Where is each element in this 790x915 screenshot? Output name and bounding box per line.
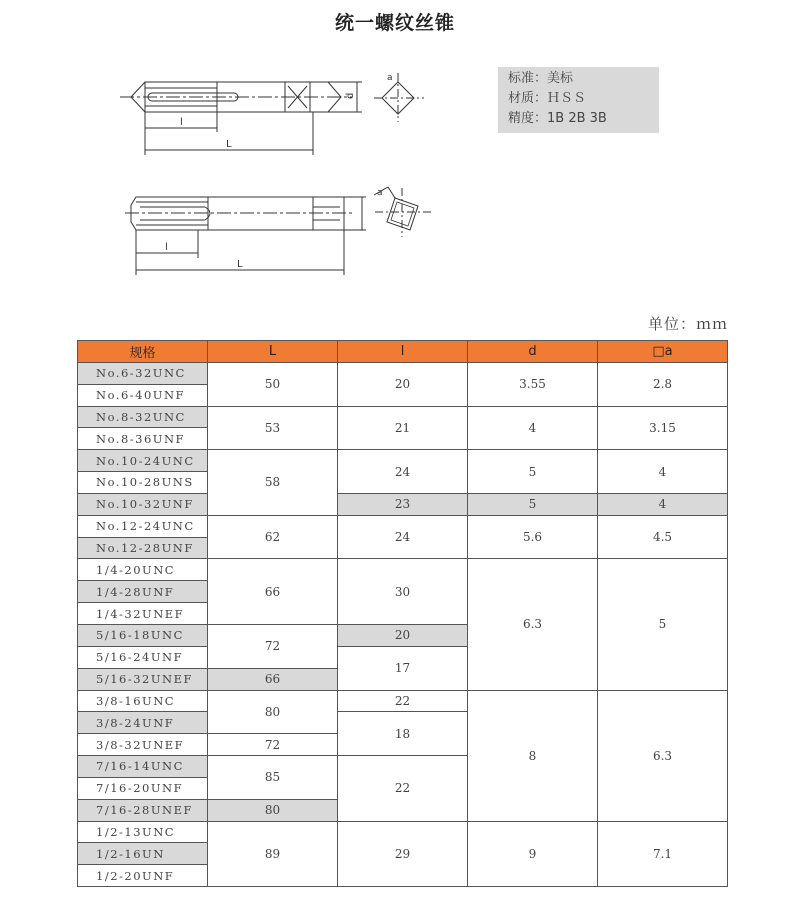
tap-spec-table (77, 340, 728, 887)
spec-cell: 7/16-14UNC (78, 756, 208, 778)
l-cell: 22 (338, 690, 468, 712)
material-label: 材质：ＨＳＳ (508, 91, 587, 106)
L-cell: 72 (208, 734, 338, 756)
table-row (78, 559, 728, 581)
d-cell: 8 (468, 690, 598, 821)
dimension-L-label: L (226, 139, 232, 150)
d-cell: 6.3 (468, 559, 598, 690)
spec-cell: 1/2-16UN (78, 843, 208, 865)
l-cell: 17 (338, 646, 468, 690)
l-cell: 21 (338, 406, 468, 450)
header-L: L (208, 341, 338, 363)
header-l: l (338, 341, 468, 363)
spec-cell: 1/2-20UNF (78, 865, 208, 887)
l-cell: 20 (338, 362, 468, 406)
a-cell: 6.3 (598, 690, 728, 821)
header-spec: 规格 (78, 341, 208, 363)
spec-cell: 7/16-20UNF (78, 777, 208, 799)
L-cell: 62 (208, 515, 338, 559)
l-cell: 24 (338, 515, 468, 559)
L-cell: 80 (208, 690, 338, 734)
l-cell: 23 (338, 493, 468, 515)
square-end-view-upper (374, 73, 424, 122)
d-cell: 4 (468, 406, 598, 450)
spec-cell: 1/4-20UNC (78, 559, 208, 581)
spec-cell: 5/16-32UNEF (78, 668, 208, 690)
a-cell: 5 (598, 559, 728, 690)
spec-cell: No.6-32UNC (78, 362, 208, 384)
L-cell: 66 (208, 668, 338, 690)
a-cell: 7.1 (598, 821, 728, 887)
spec-cell: No.10-24UNC (78, 450, 208, 472)
spec-cell: No.8-36UNF (78, 428, 208, 450)
spec-cell: 1/4-28UNF (78, 581, 208, 603)
standard-label: 标准：美标 (508, 71, 574, 86)
a-cell: 2.8 (598, 362, 728, 406)
L-cell: 72 (208, 624, 338, 668)
spec-cell: No.12-28UNF (78, 537, 208, 559)
spec-cell: 5/16-18UNC (78, 624, 208, 646)
dimension-a-label-lower: a (377, 188, 383, 198)
L-cell: 66 (208, 559, 338, 625)
spec-cell: 3/8-16UNC (78, 690, 208, 712)
page-title: 统一螺纹丝锥 (334, 12, 455, 34)
dimension-l-label-lower: l (165, 242, 168, 253)
table-row (78, 821, 728, 843)
spec-cell: No.10-28UNS (78, 472, 208, 494)
spec-cell: 3/8-24UNF (78, 712, 208, 734)
tap-side-view-upper (120, 82, 362, 155)
l-cell: 29 (338, 821, 468, 887)
spec-cell: 1/2-13UNC (78, 821, 208, 843)
d-cell: 3.55 (468, 362, 598, 406)
L-cell: 58 (208, 450, 338, 516)
l-cell: 22 (338, 756, 468, 822)
table-header-row (78, 341, 728, 363)
spec-cell: No.12-24UNC (78, 515, 208, 537)
header-a: □a (598, 341, 728, 363)
d-cell: 9 (468, 821, 598, 887)
tap-side-view-lower (125, 197, 366, 275)
spec-cell: No.6-40UNF (78, 384, 208, 406)
tap-drawing (0, 0, 790, 300)
spec-cell: 1/4-32UNEF (78, 603, 208, 625)
a-cell: 4 (598, 450, 728, 494)
precision-label: 精度：1B 2B 3B (508, 111, 607, 126)
square-end-view-lower (374, 187, 432, 237)
l-cell: 24 (338, 450, 468, 494)
d-cell: 5 (468, 450, 598, 494)
L-cell: 80 (208, 799, 338, 821)
spec-cell: No.10-32UNF (78, 493, 208, 515)
table-row (78, 690, 728, 712)
l-cell: 18 (338, 712, 468, 756)
spec-info-box (498, 67, 659, 133)
dimension-l-label: l (180, 117, 183, 128)
d-cell: 5.6 (468, 515, 598, 559)
a-cell: 3.15 (598, 406, 728, 450)
L-cell: 85 (208, 756, 338, 800)
spec-cell: No.8-32UNC (78, 406, 208, 428)
table-row (78, 406, 728, 428)
l-cell: 30 (338, 559, 468, 625)
a-cell: 4.5 (598, 515, 728, 559)
spec-cell: 5/16-24UNF (78, 646, 208, 668)
dimension-L-label-lower: L (237, 259, 243, 270)
header-d: d (468, 341, 598, 363)
d-cell: 5 (468, 493, 598, 515)
L-cell: 50 (208, 362, 338, 406)
unit-label: 单位：ｍｍ (647, 315, 728, 333)
dimension-a-label-upper: a (387, 73, 393, 83)
table-row (78, 450, 728, 472)
dimension-d-label: d (345, 92, 356, 99)
L-cell: 89 (208, 821, 338, 887)
spec-cell: 7/16-28UNEF (78, 799, 208, 821)
table-row (78, 362, 728, 384)
table-row (78, 493, 728, 515)
L-cell: 53 (208, 406, 338, 450)
spec-cell: 3/8-32UNEF (78, 734, 208, 756)
table-row (78, 515, 728, 537)
l-cell: 20 (338, 624, 468, 646)
a-cell: 4 (598, 493, 728, 515)
